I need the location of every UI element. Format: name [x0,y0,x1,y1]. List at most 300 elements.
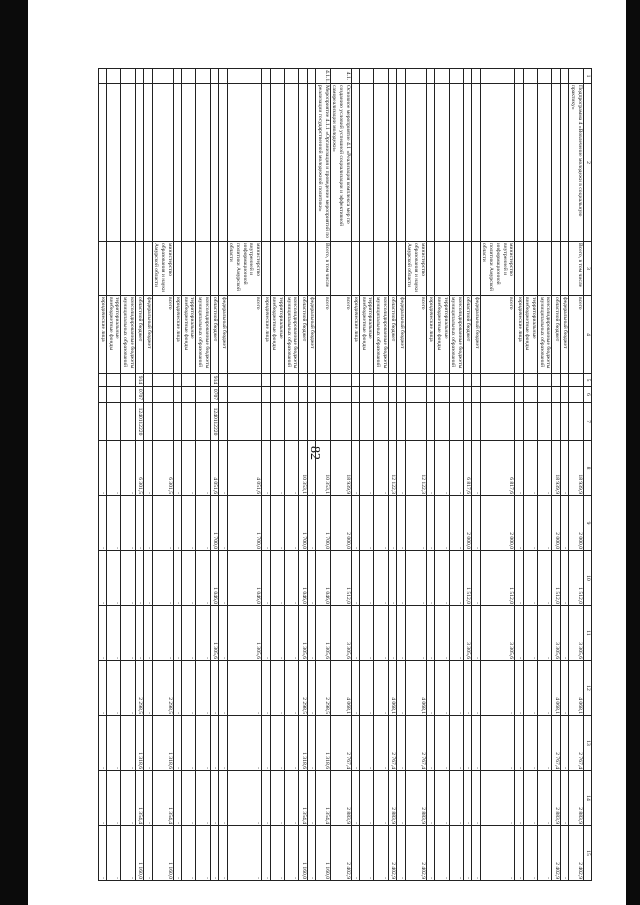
amount-cell: - [560,716,568,771]
funding-source-cell: консолидированные бюджеты муниципальных образований [374,296,388,374]
amount-cell: - [219,551,227,606]
amount-cell: 4 051,6 [210,441,218,496]
amount-cell: - [98,771,106,826]
amount-cell: - [397,551,405,606]
executor-cell [351,242,359,296]
amount-cell: - [435,441,449,496]
amount-cell: - [144,551,152,606]
target-article-cell [227,403,262,441]
target-article-cell [307,403,315,441]
amount-cell: - [523,551,537,606]
executor-cell [299,242,307,296]
amount-cell: - [388,606,396,661]
amount-cell: - [98,441,106,496]
amount-cell: - [121,441,135,496]
amount-cell: - [284,716,298,771]
amount-cell: - [523,771,537,826]
amount-cell: - [196,606,210,661]
section-code-cell [152,387,173,403]
grbs-code-cell: 914 [210,374,218,387]
amount-cell: 1 160,0 [299,826,307,881]
target-article-cell [173,403,181,441]
event-name-cell [307,84,315,242]
event-name-cell [196,84,210,242]
amount-cell: 1 318,6 [135,716,143,771]
row-number-cell [270,69,284,84]
amount-cell: - [196,716,210,771]
table-body [98,69,583,881]
table-row [435,69,449,881]
executor-cell [388,242,396,296]
amount-cell: 2 402,9 [388,826,396,881]
target-article-cell [106,403,120,441]
amount-cell: 1 512,0 [480,551,515,606]
amount-cell: - [449,606,463,661]
amount-cell: - [374,716,388,771]
target-article-cell [330,403,351,441]
event-name-cell [152,84,173,242]
amount-cell: - [98,716,106,771]
section-code-cell [397,387,405,403]
table-row [463,69,471,881]
amount-cell: - [560,661,568,716]
amount-cell: 2 883,9 [330,771,351,826]
table-row [270,69,284,881]
target-article-cell [121,403,135,441]
target-article-cell: 1240112220 [135,403,143,441]
amount-cell: - [284,661,298,716]
amount-cell: - [219,661,227,716]
amount-cell: - [227,716,262,771]
grbs-code-cell [182,374,196,387]
header-cell: 11 [583,606,591,661]
table-row [316,69,330,881]
amount-cell: - [106,771,120,826]
amount-cell: 1 512,0 [569,551,583,606]
section-code-cell [196,387,210,403]
amount-cell: 2 000,0 [552,496,560,551]
amount-cell: - [284,441,298,496]
amount-cell: - [173,716,181,771]
target-article-cell [397,403,405,441]
section-code-cell [227,387,262,403]
amount-cell: - [480,716,515,771]
row-number-cell [284,69,298,84]
row-number-cell [196,69,210,84]
amount-cell: 2 298,5 [316,661,330,716]
amount-cell: - [98,826,106,881]
amount-cell: 1 305,6 [299,606,307,661]
event-name-cell [106,84,120,242]
amount-cell: - [182,441,196,496]
grbs-code-cell [435,374,449,387]
funding-source-cell: юридические лица [173,296,181,374]
amount-cell: - [196,496,210,551]
amount-cell: - [144,496,152,551]
grbs-code-cell [144,374,152,387]
amount-cell: - [173,441,181,496]
event-name-cell [374,84,388,242]
section-code-cell [219,387,227,403]
executor-cell [173,242,181,296]
amount-cell: - [515,551,523,606]
amount-cell: - [351,826,359,881]
amount-cell: - [397,826,405,881]
section-code-cell [374,387,388,403]
grbs-code-cell [360,374,374,387]
section-code-cell [351,387,359,403]
event-name-cell [435,84,449,242]
amount-cell: 18 939,9 [569,441,583,496]
amount-cell: - [374,826,388,881]
amount-cell: - [227,661,262,716]
amount-cell: - [515,661,523,716]
amount-cell: - [121,551,135,606]
table-row [196,69,210,881]
event-name-cell [397,84,405,242]
section-code-cell [480,387,515,403]
amount-cell: - [219,606,227,661]
funding-source-cell: областной бюджет [388,296,396,374]
amount-cell: - [270,551,284,606]
amount-cell: - [523,826,537,881]
amount-cell: 1 160,0 [152,826,173,881]
target-article-cell [435,403,449,441]
executor-cell [196,242,210,296]
target-article-cell [98,403,106,441]
row-number-cell [173,69,181,84]
funding-source-cell: консолидированные бюджеты муниципальных образований [284,296,298,374]
amount-cell: 1 700,0 [299,496,307,551]
amount-cell: 1 305,6 [227,606,262,661]
header-cell: 13 [583,716,591,771]
amount-cell: - [397,606,405,661]
amount-cell: - [182,551,196,606]
amount-cell: - [196,441,210,496]
section-code-cell [106,387,120,403]
grbs-code-cell [106,374,120,387]
amount-cell: - [360,716,374,771]
section-code-cell [98,387,106,403]
grbs-code-cell [388,374,396,387]
section-code-cell [284,387,298,403]
amount-cell: - [106,826,120,881]
target-article-cell [552,403,560,441]
grbs-code-cell [463,374,471,387]
row-number-cell [98,69,106,84]
grbs-code-cell [330,374,351,387]
section-code-cell [463,387,471,403]
funding-source-cell: территориальные внебюджетные фонды [106,296,120,374]
table-row [144,69,152,881]
funding-source-cell: юридические лица [515,296,523,374]
amount-cell: - [449,661,463,716]
funding-source-cell: всего [480,296,515,374]
event-name-cell [135,84,143,242]
amount-cell: - [219,716,227,771]
amount-cell: - [307,826,315,881]
row-number-cell [388,69,396,84]
grbs-code-cell [569,374,583,387]
amount-cell: 1 318,6 [152,716,173,771]
table-row [299,69,307,881]
row-number-cell [374,69,388,84]
row-number-cell [106,69,120,84]
amount-cell: - [374,661,388,716]
amount-cell: - [472,661,480,716]
amount-cell: - [262,496,270,551]
amount-cell: - [196,661,210,716]
amount-cell: 2 402,9 [405,826,426,881]
amount-cell: - [106,496,120,551]
target-article-cell [144,403,152,441]
amount-cell: - [397,441,405,496]
header-cell: 12 [583,661,591,716]
grbs-code-cell [426,374,434,387]
section-code-cell [307,387,315,403]
table-row [210,69,218,881]
table-row [405,69,426,881]
amount-cell: - [351,716,359,771]
amount-cell: - [210,826,218,881]
amount-cell: - [351,496,359,551]
section-code-cell [360,387,374,403]
grbs-code-cell [307,374,315,387]
section-code-cell [121,387,135,403]
executor-cell [307,242,315,296]
executor-cell [426,242,434,296]
amount-cell: - [182,606,196,661]
amount-cell: - [98,551,106,606]
amount-cell: 4 051,6 [227,441,262,496]
amount-cell: - [449,551,463,606]
amount-cell: - [515,606,523,661]
amount-cell: 3 305,6 [480,606,515,661]
executor-cell [182,242,196,296]
amount-cell: - [121,661,135,716]
event-name-cell [284,84,298,242]
funding-source-cell: федеральный бюджет [397,296,405,374]
table-row [219,69,227,881]
event-name-cell [182,84,196,242]
section-code-cell [538,387,552,403]
event-name-cell [270,84,284,242]
amount-cell: 1 354,4 [299,771,307,826]
grbs-code-cell [449,374,463,387]
grbs-code-cell: 914 [135,374,143,387]
table-row [426,69,434,881]
amount-cell: - [351,606,359,661]
amount-cell: 2 767,4 [552,716,560,771]
target-article-cell [374,403,388,441]
amount-cell: - [351,441,359,496]
funding-source-cell: всего [152,296,173,374]
target-article-cell [472,403,480,441]
amount-cell: - [121,771,135,826]
amount-cell: - [106,606,120,661]
scan-border-left [0,0,28,905]
header-row [583,69,591,881]
executor-cell: министерство образования и науки Амурской области [152,242,173,296]
amount-cell: - [560,551,568,606]
target-article-cell [182,403,196,441]
grbs-code-cell [98,374,106,387]
funding-source-cell: всего [330,296,351,374]
row-number-cell [480,69,515,84]
target-article-cell [405,403,426,441]
amount-cell: - [262,826,270,881]
table-row [262,69,270,881]
funding-source-cell: консолидированные бюджеты муниципальных образований [196,296,210,374]
amount-cell: - [270,771,284,826]
row-number-cell [182,69,196,84]
scan-border-right [626,0,640,905]
amount-cell: 2 298,5 [152,661,173,716]
funding-source-cell: областной бюджет [299,296,307,374]
grbs-code-cell [397,374,405,387]
table-row [449,69,463,881]
row-number-cell [552,69,560,84]
amount-cell: - [405,551,426,606]
row-number-cell [569,69,583,84]
amount-cell: - [270,496,284,551]
grbs-code-cell [523,374,537,387]
row-number-cell [135,69,143,84]
amount-cell: - [262,771,270,826]
funding-source-cell: областной бюджет [135,296,143,374]
grbs-code-cell [351,374,359,387]
amount-cell: 1 160,0 [316,826,330,881]
table-row [472,69,480,881]
section-code-cell [449,387,463,403]
amount-cell: 4 068,1 [405,661,426,716]
amount-cell: 4 068,1 [552,661,560,716]
row-number-cell [144,69,152,84]
amount-cell: - [472,771,480,826]
amount-cell: - [227,826,262,881]
amount-cell: - [397,771,405,826]
row-number-cell [121,69,135,84]
amount-cell: - [449,716,463,771]
amount-cell: - [307,716,315,771]
amount-cell: 18 939,9 [552,441,560,496]
amount-cell: - [307,771,315,826]
amount-cell: 2 767,4 [388,716,396,771]
amount-cell: - [435,661,449,716]
table-area [47,68,592,879]
amount-cell: - [480,661,515,716]
amount-cell: 1 305,6 [316,606,330,661]
amount-cell: 10 353,1 [299,441,307,496]
target-article-cell [262,403,270,441]
amount-cell: 3 305,6 [552,606,560,661]
amount-cell: - [449,441,463,496]
amount-cell: - [560,606,568,661]
amount-cell: - [360,661,374,716]
amount-cell: - [307,661,315,716]
amount-cell: - [405,606,426,661]
amount-cell: - [270,606,284,661]
amount-cell: 2 883,9 [552,771,560,826]
amount-cell: - [284,826,298,881]
table-row [98,69,106,881]
section-code-cell [316,387,330,403]
amount-cell: 2 767,4 [569,716,583,771]
target-article-cell [523,403,537,441]
amount-cell: - [523,441,537,496]
grbs-code-cell [405,374,426,387]
executor-cell [463,242,471,296]
grbs-code-cell [152,374,173,387]
amount-cell: 2 298,5 [135,661,143,716]
amount-cell: - [426,441,434,496]
section-code-cell [388,387,396,403]
amount-cell: - [426,661,434,716]
amount-cell: - [523,606,537,661]
funding-source-cell: федеральный бюджет [560,296,568,374]
amount-cell: - [182,661,196,716]
amount-cell: 3 305,6 [463,606,471,661]
event-name-cell [210,84,218,242]
amount-cell: - [374,551,388,606]
row-number-cell [397,69,405,84]
amount-cell: 1 512,0 [463,551,471,606]
funding-source-cell: федеральный бюджет [472,296,480,374]
amount-cell: - [284,606,298,661]
section-code-cell: 0707 [210,387,218,403]
amount-cell: - [135,551,143,606]
table-row [388,69,396,881]
header-cell: 4 [583,296,591,374]
amount-cell: - [374,441,388,496]
amount-cell: - [351,661,359,716]
amount-cell: 2 402,9 [330,826,351,881]
funding-source-cell: федеральный бюджет [219,296,227,374]
amount-cell: - [435,826,449,881]
target-article-cell [360,403,374,441]
event-name-cell [121,84,135,242]
amount-cell: 1 318,6 [316,716,330,771]
target-article-cell [351,403,359,441]
grbs-code-cell [299,374,307,387]
target-article-cell [560,403,568,441]
table-row [351,69,359,881]
funding-source-cell: федеральный бюджет [144,296,152,374]
amount-cell: 2 883,9 [405,771,426,826]
table-row [515,69,523,881]
row-number-cell [472,69,480,84]
header-cell: 3 [583,242,591,296]
amount-cell: 4 068,1 [388,661,396,716]
event-name-cell [262,84,270,242]
row-number-cell [538,69,552,84]
amount-cell: - [121,716,135,771]
amount-cell: 2 767,4 [405,716,426,771]
row-number-cell [152,69,173,84]
amount-cell: - [480,771,515,826]
funding-source-cell: консолидированные бюджеты муниципальных образований [121,296,135,374]
event-name-cell [552,84,560,242]
section-code-cell [523,387,537,403]
grbs-code-cell [173,374,181,387]
row-number-cell [210,69,218,84]
executor-cell [397,242,405,296]
event-name-cell: Мероприятие 4.1.1 «Организация и проведение мероприятий по реализации государственной молодежной политики» [316,84,330,242]
executor-cell [552,242,560,296]
table-row [106,69,120,881]
amount-cell: - [144,716,152,771]
grbs-code-cell [538,374,552,387]
